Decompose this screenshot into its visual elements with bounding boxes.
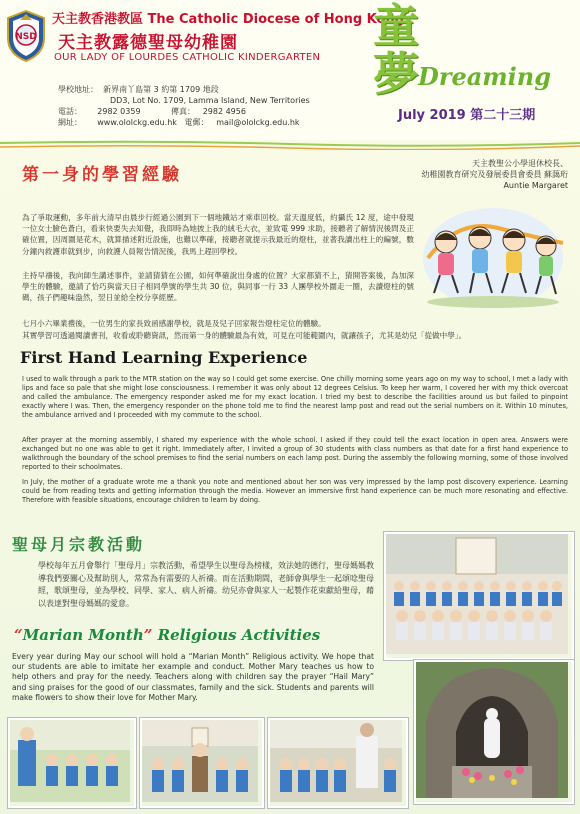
children-illustration-icon: [418, 198, 568, 314]
section2-paragraph-en: Every year during May our school will hold a “Marian Month” Religious activity. We hope that our students are able to imitate her example and conduct. Mother Mary teaches us how to help others and pray for the needy. Teachers along with children say the prayer “Hail Mary” and sing praises for the good of our classmates, family and the sick. Students and parents will make flowers to show their love for Mother Mary.: [12, 652, 374, 702]
section1-paragraph-en: After prayer at the morning assembly, I shared my experience with the whole school. I asked if they could tell the exact location in open area. Answers were exchanged but no one was able to get it right. Immediately after, I invited a group of 30 students with class numbers as that date for a first hand experience to walkthrough the boundary of the school premises to find the serial numbers on each lamp post. During the assembly the following morning, some of those involved reported to their schoolmates.: [22, 436, 568, 471]
section1-paragraph-en: I used to walk through a park to the MTR station on the way so I could get some exercise. One chilly morning some years ago on my way to school, I met a lady with lips and face so pale that she might lose consciousness. I remember it was only about 12 degrees Celsius. To keep her warm, I covered her with my thick overcoat and called the ambulance. The emergency responder asked me for my exact location. I tried my best to describe the facilities around us but failed to pinpoint exactly where I was. Then, the emergency responder on the phone told me to find the nearest lamp post and read out the serial numbers on it. Within 10 minutes, the ambulance arrived and I proceeded with my commute to the school.: [22, 375, 568, 419]
section1-paragraph-en: In July, the mother of a graduate wrote me a thank you note and mentioned about her son was very impressed by the lamp post discovery experience. Learning could be from reading texts and getting information through the media. However an immersive first hand experience can be much more resonating and effective. Therefore with feasible situations, encourage children to learn by doing.: [22, 478, 568, 504]
contact-info: 學校地址： 新界南丫島第 3 約第 1709 地段 DD3, Lot No. 1709, Lamma Island, New Territories 電話： 2982 0359 傳真： 2982 4956 網址： www.ololckg.edu.hk 電郵： mail@ololckg.edu.hk: [58, 85, 310, 127]
activity-photo: [268, 718, 408, 808]
header-divider: [0, 140, 580, 150]
newsletter-brand-en: Dreaming: [418, 62, 552, 91]
school-logo-icon: [6, 10, 46, 62]
grotto-photo: [414, 660, 574, 804]
section1-paragraph-zh: 主持早禱後，我向師生講述事件，並請猜猜在公園，如何準確說出身處的位置？大家都猜不上，猜開答案後，為加深學生的體驗，邀請了恰巧與當天日子相同學號的學生共 30 位，與同事一行 33 人團學校外圍走一圈，去讀燈柱的號碼，孩子們趣味盎然，翌日並給全校分享經歷。: [22, 271, 414, 303]
section1-title-zh: 第一身的學習經驗: [22, 165, 182, 185]
section1-paragraph-zh: 七月小六畢業禮後，一位男生的家長致函感謝學校，就是及兒子回家報告燈柱定位的體驗。: [22, 319, 326, 328]
activity-photo: [140, 718, 264, 808]
diocese-name: 天主教香港教區 The Catholic Diocese of Hong Kong: [52, 12, 404, 27]
class-group-photo: [384, 532, 574, 660]
section1-title-en: First Hand Learning Experience: [20, 348, 308, 367]
address-en: DD3, Lot No. 1709, Lamma Island, New Territories: [110, 96, 310, 105]
activity-photo: [8, 718, 136, 808]
section1-paragraph-zh: 為了爭取運動，多年前大清早由晨步行經過公園到下一個地鐵站才乘車回校。當天溫度低，約攝氏 12 度，途中發現一位女士臉色蒼白，看來快要失去知覺，我即時為她披上我的絨毛大衣，並致電 999 求助，接聽者了解情況後問及正確位置，因周圍是花木，就算描述附近設施，也難以準確，接聽者就提示我最近的燈柱，並著我讀出柱上的編號，數分鐘內救護車就到步，向救護人員報告情況後，我馬上趕回學校。: [22, 213, 414, 256]
author-credit: 天主教聖公小學退休校長、 幼稚園教育研究及發展委員會委員 蘇藹珩 Auntie Margaret: [421, 159, 568, 190]
newsletter-brand-zh: 童夢: [373, 0, 419, 101]
section2-title-en: “Marian Month” Religious Activities: [14, 626, 321, 644]
issue-label: July 2019 第二十三期: [398, 108, 536, 123]
section2-title-zh: 聖母月宗教活動: [12, 535, 146, 554]
section1-paragraph-zh: 其實學習可透過閱讀書刊，收看或聆聽資訊，然而第一身的體驗最為有效，可見在可能範圍內，就讓孩子，尤其是幼兒「從做中學」。: [22, 331, 467, 340]
website-link[interactable]: www.ololckg.edu.hk: [97, 118, 177, 127]
email-link[interactable]: mail@ololckg.edu.hk: [216, 118, 300, 127]
school-name-en: OUR LADY OF LOURDES CATHOLIC KINDERGARTEN: [54, 52, 321, 63]
section2-paragraph-zh: 學校每年五月會舉行「聖母月」宗教活動，希望學生以聖母為榜樣，效法她的德行，聖母媽媽教導我們要關心及幫助別人，常常為有需要的人祈禱。而在活動期間，老師會與學生一起頌唸聖母經，歌頌聖母，並為學校、同學、家人、病人祈禱。幼兒亦會與家人一起製作花束獻給聖母，藉以表達對聖母媽媽的愛意。: [38, 561, 374, 608]
school-name-zh: 天主教露德聖母幼稚園: [58, 33, 238, 53]
logo-text: NSD: [15, 32, 37, 42]
